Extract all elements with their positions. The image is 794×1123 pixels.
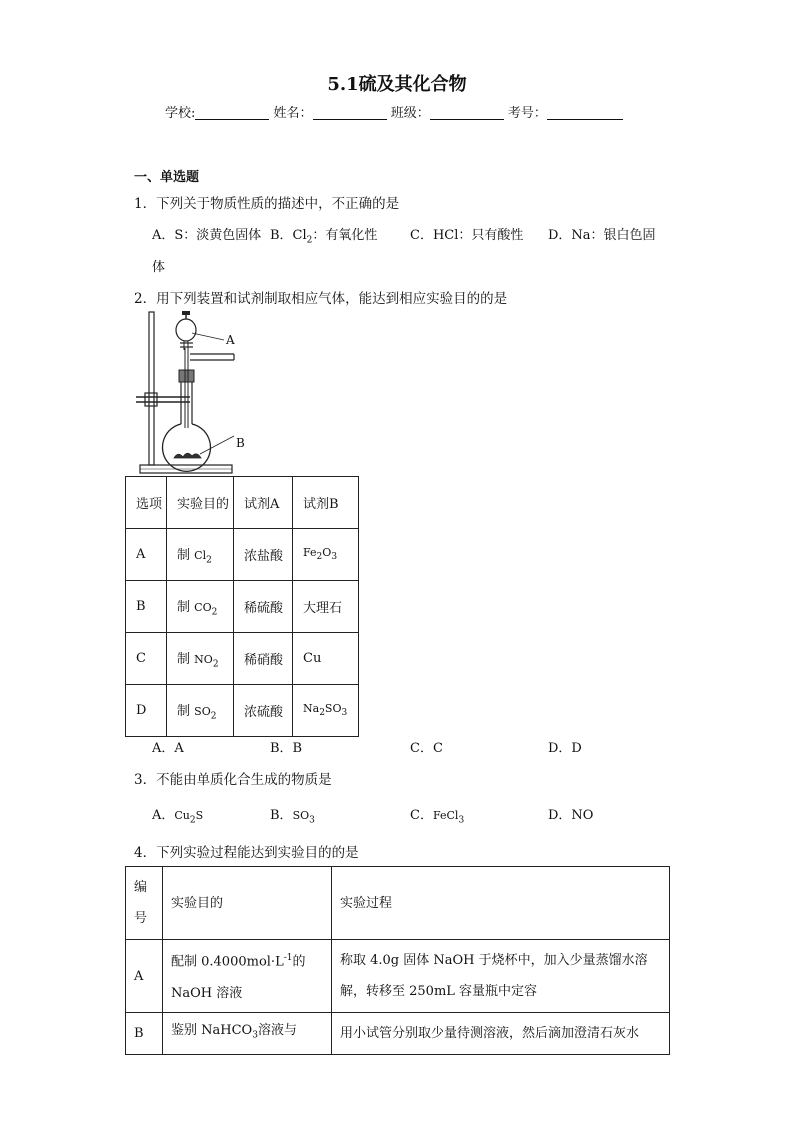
school-label: 学校: <box>165 106 196 121</box>
table-header-cell: 试剂A <box>234 477 293 529</box>
q1-option-d: D．Na：银白色固 <box>548 228 656 243</box>
q2-option-b: B．B <box>270 741 303 756</box>
q4-stem: 4．下列实验过程能达到实验目的的是 <box>134 845 359 861</box>
table-row <box>126 477 359 529</box>
apparatus-label-a: A <box>226 333 235 347</box>
name-blank <box>313 105 387 120</box>
name-label: 姓名： <box>273 106 313 121</box>
table-header-cell: 实验目的 <box>167 477 234 529</box>
table-header-cell: 试剂B <box>293 477 359 529</box>
table-cell: Cu <box>293 633 359 685</box>
q1-option-c: C．HCl：只有酸性 <box>410 228 524 243</box>
table-header-cell: 编 号 <box>126 867 163 940</box>
table-cell: 制 $Cl_2$ <box>167 529 234 581</box>
q3-option-c: C．FeCl$_3$ <box>410 808 465 826</box>
table-row <box>126 867 670 940</box>
table-cell: 浓盐酸 <box>234 529 293 581</box>
table-cell: 配制 $0.4000mol\cdot L^{-1}$的 NaOH 溶液 <box>163 940 332 1013</box>
table-cell: C <box>126 633 167 685</box>
q3-stem: 3．不能由单质化合生成的物质是 <box>134 772 332 788</box>
table-cell: A <box>126 529 167 581</box>
school-blank <box>195 105 269 120</box>
table-row <box>126 529 359 581</box>
q1-stem: 1．下列关于物质性质的描述中，不正确的是 <box>134 196 400 212</box>
number-label: 考号： <box>507 106 547 121</box>
q2-option-d: D．D <box>548 741 582 756</box>
q2-table <box>125 476 359 737</box>
table-row <box>126 1013 670 1055</box>
apparatus-diagram <box>130 308 260 478</box>
page-title: 5.1硫及其化合物 <box>327 74 467 95</box>
class-blank <box>430 105 504 120</box>
q3-option-d: D．NO <box>548 808 594 823</box>
number-blank <box>547 105 623 120</box>
table-row <box>126 581 359 633</box>
table-header-cell: 选项 <box>126 477 167 529</box>
table-cell: 稀硫酸 <box>234 581 293 633</box>
table-cell: 鉴别 NaHCO$_3$溶液与 <box>163 1013 332 1055</box>
table-cell: 制 $NO_2$ <box>167 633 234 685</box>
q3-option-b: B．$SO_3$ <box>270 808 315 826</box>
section-heading: 一、单选题 <box>134 170 200 185</box>
table-row <box>126 685 359 737</box>
table-cell: A <box>126 940 163 1013</box>
q2-option-c: C．C <box>410 741 443 756</box>
q1-option-b: B．$Cl_2$：有氧化性 <box>270 228 378 246</box>
table-cell: 称取 4.0g 固体 NaOH 于烧杯中，加入少量蒸馏水溶 解，转移至 250mL 容量瓶中定容 <box>332 940 670 1013</box>
table-header-cell: 实验过程 <box>332 867 670 940</box>
table-cell: 用小试管分别取少量待测溶液，然后滴加澄清石灰水 <box>332 1013 670 1055</box>
class-label: 班级： <box>390 106 430 121</box>
q2-option-a: A．A <box>152 741 184 756</box>
table-cell: 制 $CO_2$ <box>167 581 234 633</box>
q4-table <box>125 866 670 1055</box>
q1-option-d-wrap: 体 <box>152 260 166 275</box>
table-cell: 稀硝酸 <box>234 633 293 685</box>
table-cell: $Fe_2O_3$ <box>293 529 359 581</box>
q2-stem: 2．用下列装置和试剂制取相应气体，能达到相应实验目的的是 <box>134 291 508 307</box>
table-cell: $Na_2SO_3$ <box>293 685 359 737</box>
q3-option-a: A．$Cu_2S$ <box>152 808 204 826</box>
table-cell: D <box>126 685 167 737</box>
table-row <box>126 940 670 1013</box>
table-cell: 大理石 <box>293 581 359 633</box>
table-cell: 浓硫酸 <box>234 685 293 737</box>
apparatus-label-b: B <box>236 436 245 450</box>
table-header-cell: 实验目的 <box>163 867 332 940</box>
q1-option-a: A．S：淡黄色固体 <box>152 228 262 243</box>
table-row <box>126 633 359 685</box>
table-cell: B <box>126 581 167 633</box>
table-cell: B <box>126 1013 163 1055</box>
student-info-line <box>165 102 623 121</box>
table-cell: 制 $SO_2$ <box>167 685 234 737</box>
